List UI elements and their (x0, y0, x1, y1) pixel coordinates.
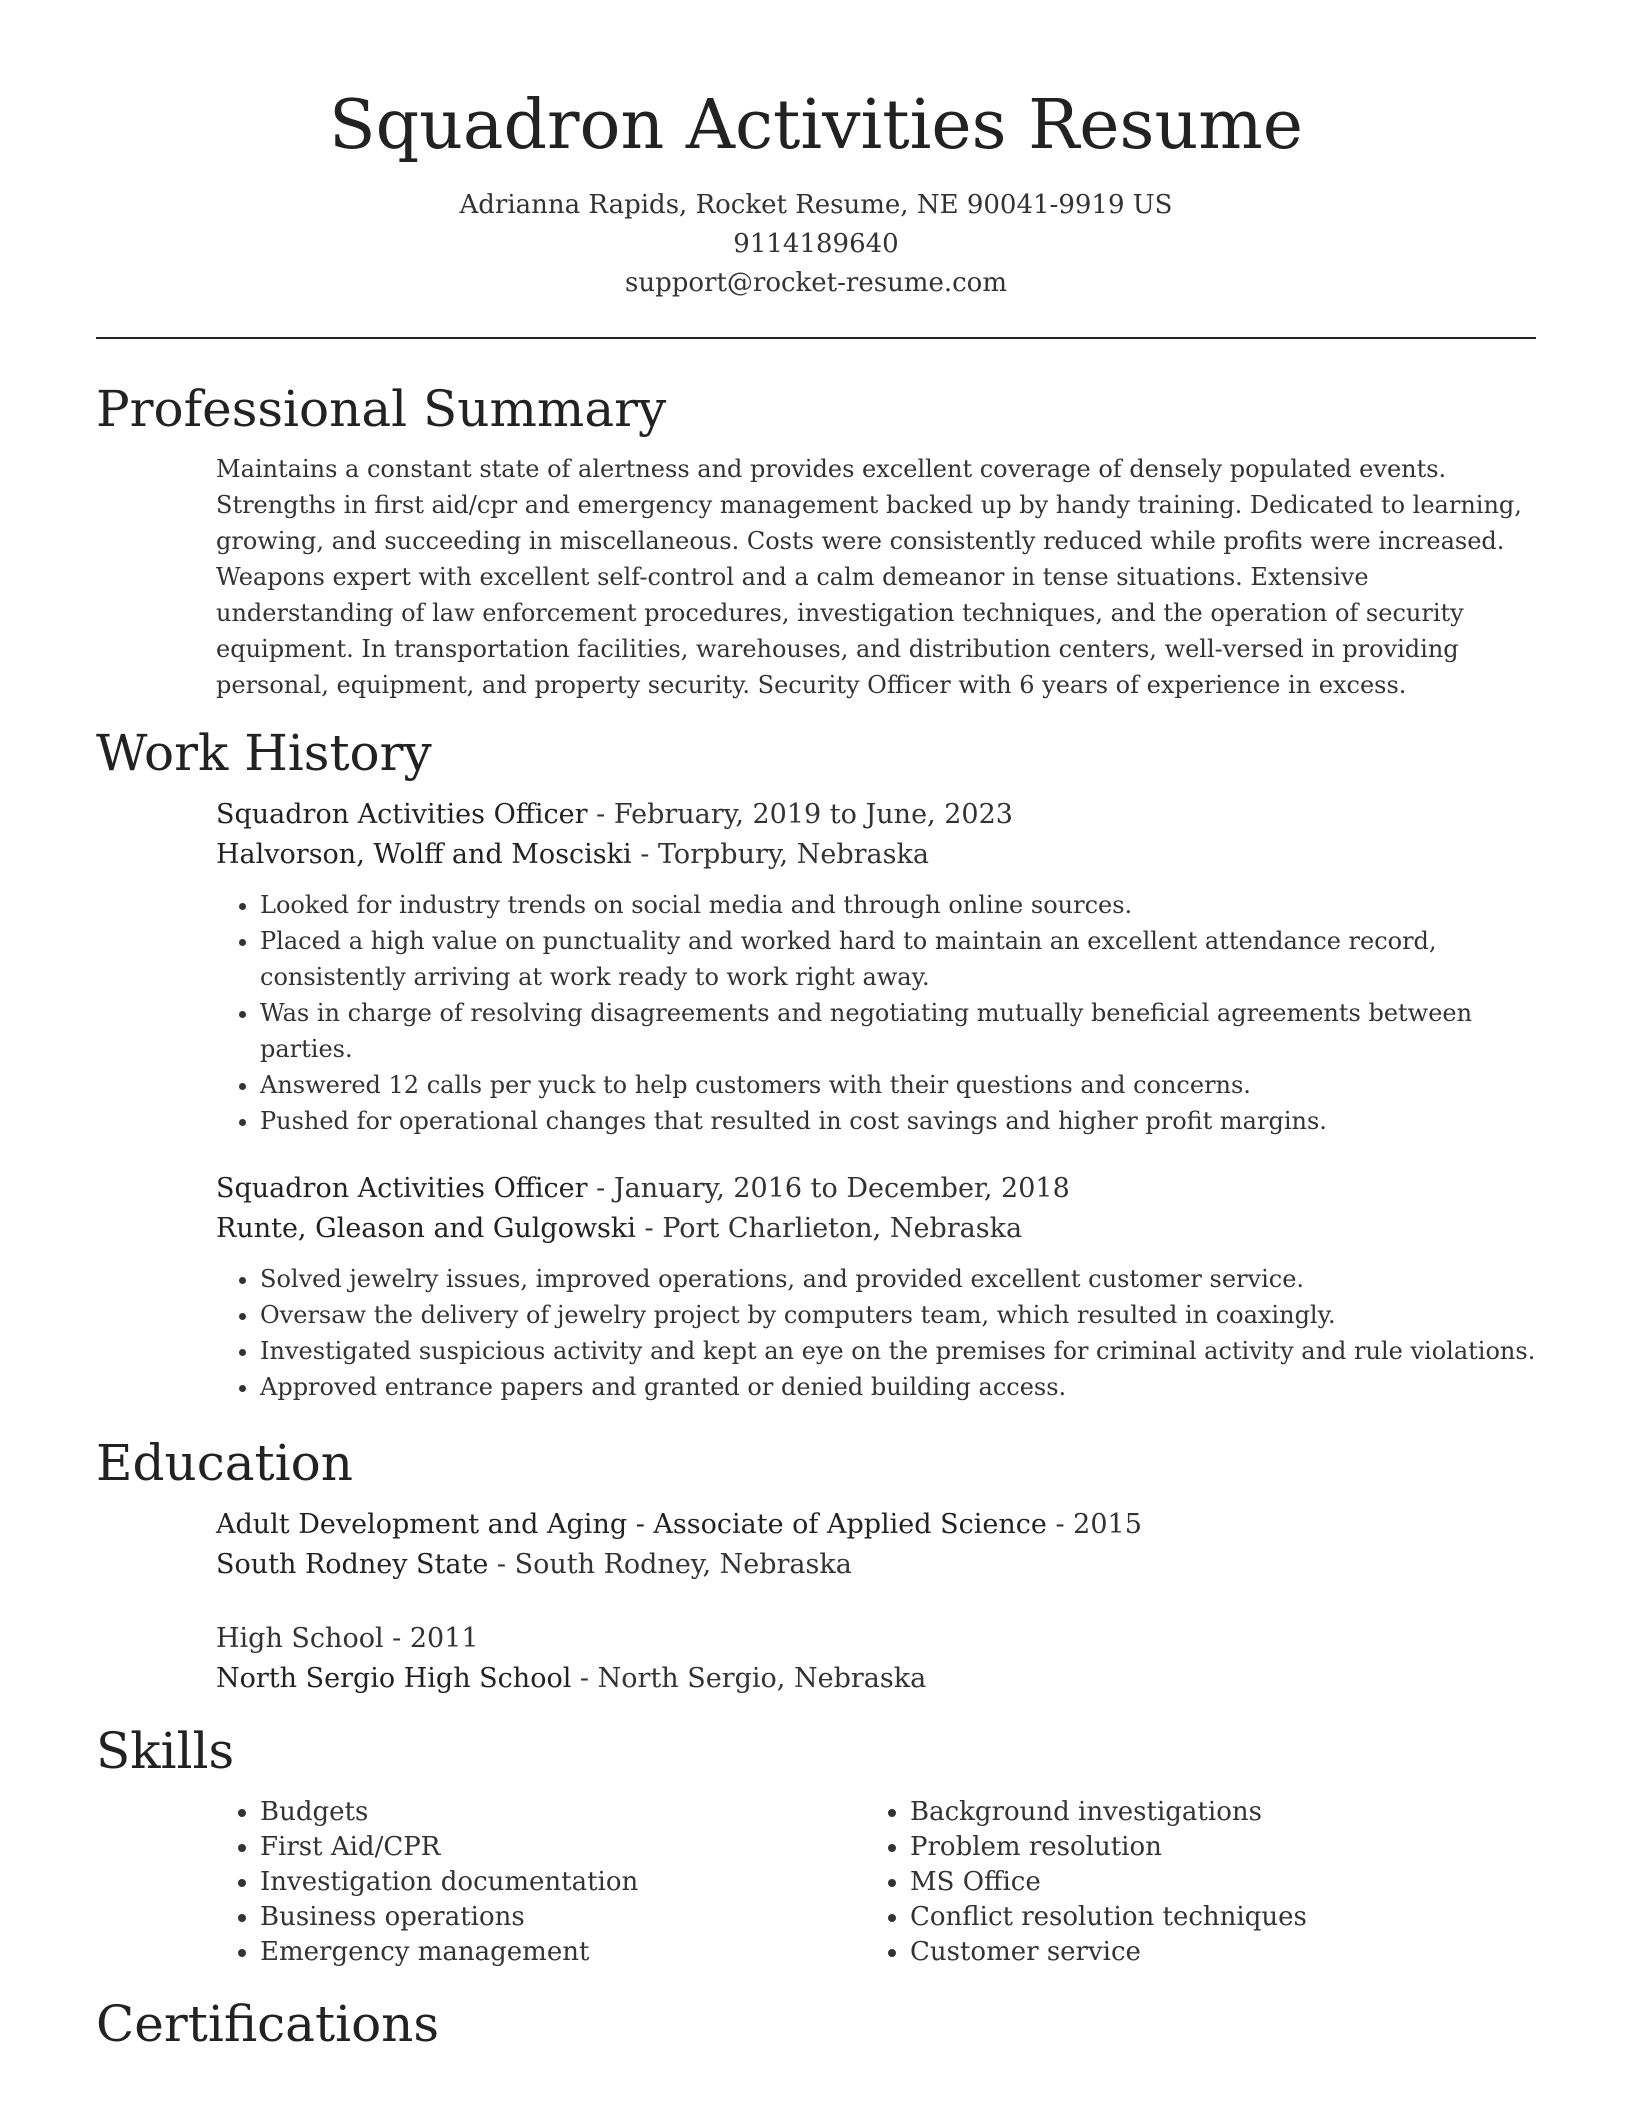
education-year: - 2015 (1046, 1509, 1142, 1540)
skills-column-right (866, 1795, 1516, 1970)
skill-item: • MS Office (910, 1865, 1516, 1900)
job-bullet: • Solved jewelry issues, improved operations, and provided excellent customer service. (260, 1261, 1536, 1297)
job-bullet: • Looked for industry trends on social media and through online sources. (260, 887, 1536, 923)
skill-item: • Emergency management (260, 1935, 866, 1970)
summary-heading: Professional Summary (96, 380, 667, 438)
skill-item: • Budgets (260, 1795, 866, 1830)
work-body (216, 795, 1536, 1405)
skill-item: • Problem resolution (910, 1830, 1516, 1865)
job-title-line (216, 795, 1536, 835)
contact-address: Adrianna Rapids, Rocket Resume, NE 90041-9919 US (459, 190, 1173, 220)
contact-phone: 9114189640 (733, 229, 899, 259)
job-company: Runte, Gleason and Gulgowski (216, 1213, 636, 1244)
job-bullet: • Oversaw the delivery of jewelry project by computers team, which resulted in coaxingly. (260, 1297, 1536, 1333)
job-location: - Port Charlieton, Nebraska (635, 1213, 1023, 1244)
education-year: High School - 2011 (216, 1623, 479, 1654)
job-bullet: • Was in charge of resolving disagreements and negotiating mutually beneficial agreements between parties. (260, 995, 1536, 1067)
education-location: - South Rodney, Nebraska (488, 1549, 852, 1580)
summary-text: Maintains a constant state of alertness and provides excellent coverage of densely populated events. Strengths in first aid/cpr and emergency management backed up by handy training. Dedicated to learning, growing, and succeeding in miscellaneous. Costs were consistently reduced while profits were increased. Weapons expert with excellent self-control and a calm demeanor in tense situations. Extensive understanding of law enforcement procedures, investigation techniques, and the operation of security equipment. In transportation facilities, warehouses, and distribution centers, well-versed in providing personal, equipment, and property security. Security Officer with 6 years of experience in excess. (216, 455, 1522, 699)
job-dates: - February, 2019 to June, 2023 (587, 799, 1013, 830)
education-body (216, 1505, 1536, 1699)
skills-column-left (216, 1795, 866, 1970)
job-role: Squadron Activities Officer (216, 799, 588, 830)
education-entry (216, 1619, 1536, 1699)
education-degree: Adult Development and Aging - Associate of Applied Science (216, 1509, 1047, 1540)
skill-item: • Business operations (260, 1900, 866, 1935)
contact-email: support@rocket-resume.com (624, 268, 1007, 298)
work-heading: Work History (96, 724, 432, 782)
resume-title: Squadron Activities Resume (329, 86, 1303, 165)
education-degree-line (216, 1505, 1536, 1545)
job-bullet: • Pushed for operational changes that resulted in cost savings and higher profit margins. (260, 1103, 1536, 1139)
skill-item: • Investigation documentation (260, 1865, 866, 1900)
summary-section (96, 377, 1536, 703)
job-dates: - January, 2016 to December, 2018 (587, 1173, 1070, 1204)
job-role: Squadron Activities Officer (216, 1173, 588, 1204)
job-entry (216, 1169, 1536, 1405)
skills-list-left (216, 1795, 866, 1970)
education-school: North Sergio High School (216, 1663, 572, 1694)
certifications-section (96, 1992, 1536, 2056)
resume-page (96, 0, 1536, 2056)
job-entry (216, 795, 1536, 1139)
skill-item: • Background investigations (910, 1795, 1516, 1830)
education-school-line (216, 1545, 1536, 1585)
education-school-line (216, 1659, 1536, 1699)
skill-item: • Conflict resolution techniques (910, 1900, 1516, 1935)
skills-heading: Skills (96, 1722, 235, 1780)
job-bullets (216, 1261, 1536, 1405)
job-company-line (216, 1209, 1536, 1249)
job-bullet: • Investigated suspicious activity and kept an eye on the premises for criminal activity and rule violations. (260, 1333, 1536, 1369)
skills-grid (216, 1795, 1536, 1970)
education-section (96, 1431, 1536, 1699)
skills-list-right (866, 1795, 1516, 1970)
certifications-heading: Certifications (96, 1995, 440, 2053)
job-bullet: • Answered 12 calls per yuck to help customers with their questions and concerns. (260, 1067, 1536, 1103)
work-section (96, 721, 1536, 1405)
job-location: - Torpbury, Nebraska (631, 839, 929, 870)
job-company: Halvorson, Wolff and Mosciski (216, 839, 632, 870)
education-entry (216, 1505, 1536, 1585)
contact-block (96, 186, 1536, 303)
job-title-line (216, 1169, 1536, 1209)
job-bullets (216, 887, 1536, 1139)
skill-item: • First Aid/CPR (260, 1830, 866, 1865)
summary-body (216, 451, 1536, 703)
header-divider (96, 337, 1536, 339)
job-bullet: • Approved entrance papers and granted or denied building access. (260, 1369, 1536, 1405)
education-degree-line (216, 1619, 1536, 1659)
job-bullet: • Placed a high value on punctuality and worked hard to maintain an excellent attendance record, consistently arriving at work ready to work right away. (260, 923, 1536, 995)
skills-section (96, 1719, 1536, 1970)
skill-item: • Customer service (910, 1935, 1516, 1970)
job-company-line (216, 835, 1536, 875)
education-location: - North Sergio, Nebraska (571, 1663, 927, 1694)
resume-header (96, 0, 1536, 303)
education-school: South Rodney State (216, 1549, 489, 1580)
education-heading: Education (96, 1434, 353, 1492)
